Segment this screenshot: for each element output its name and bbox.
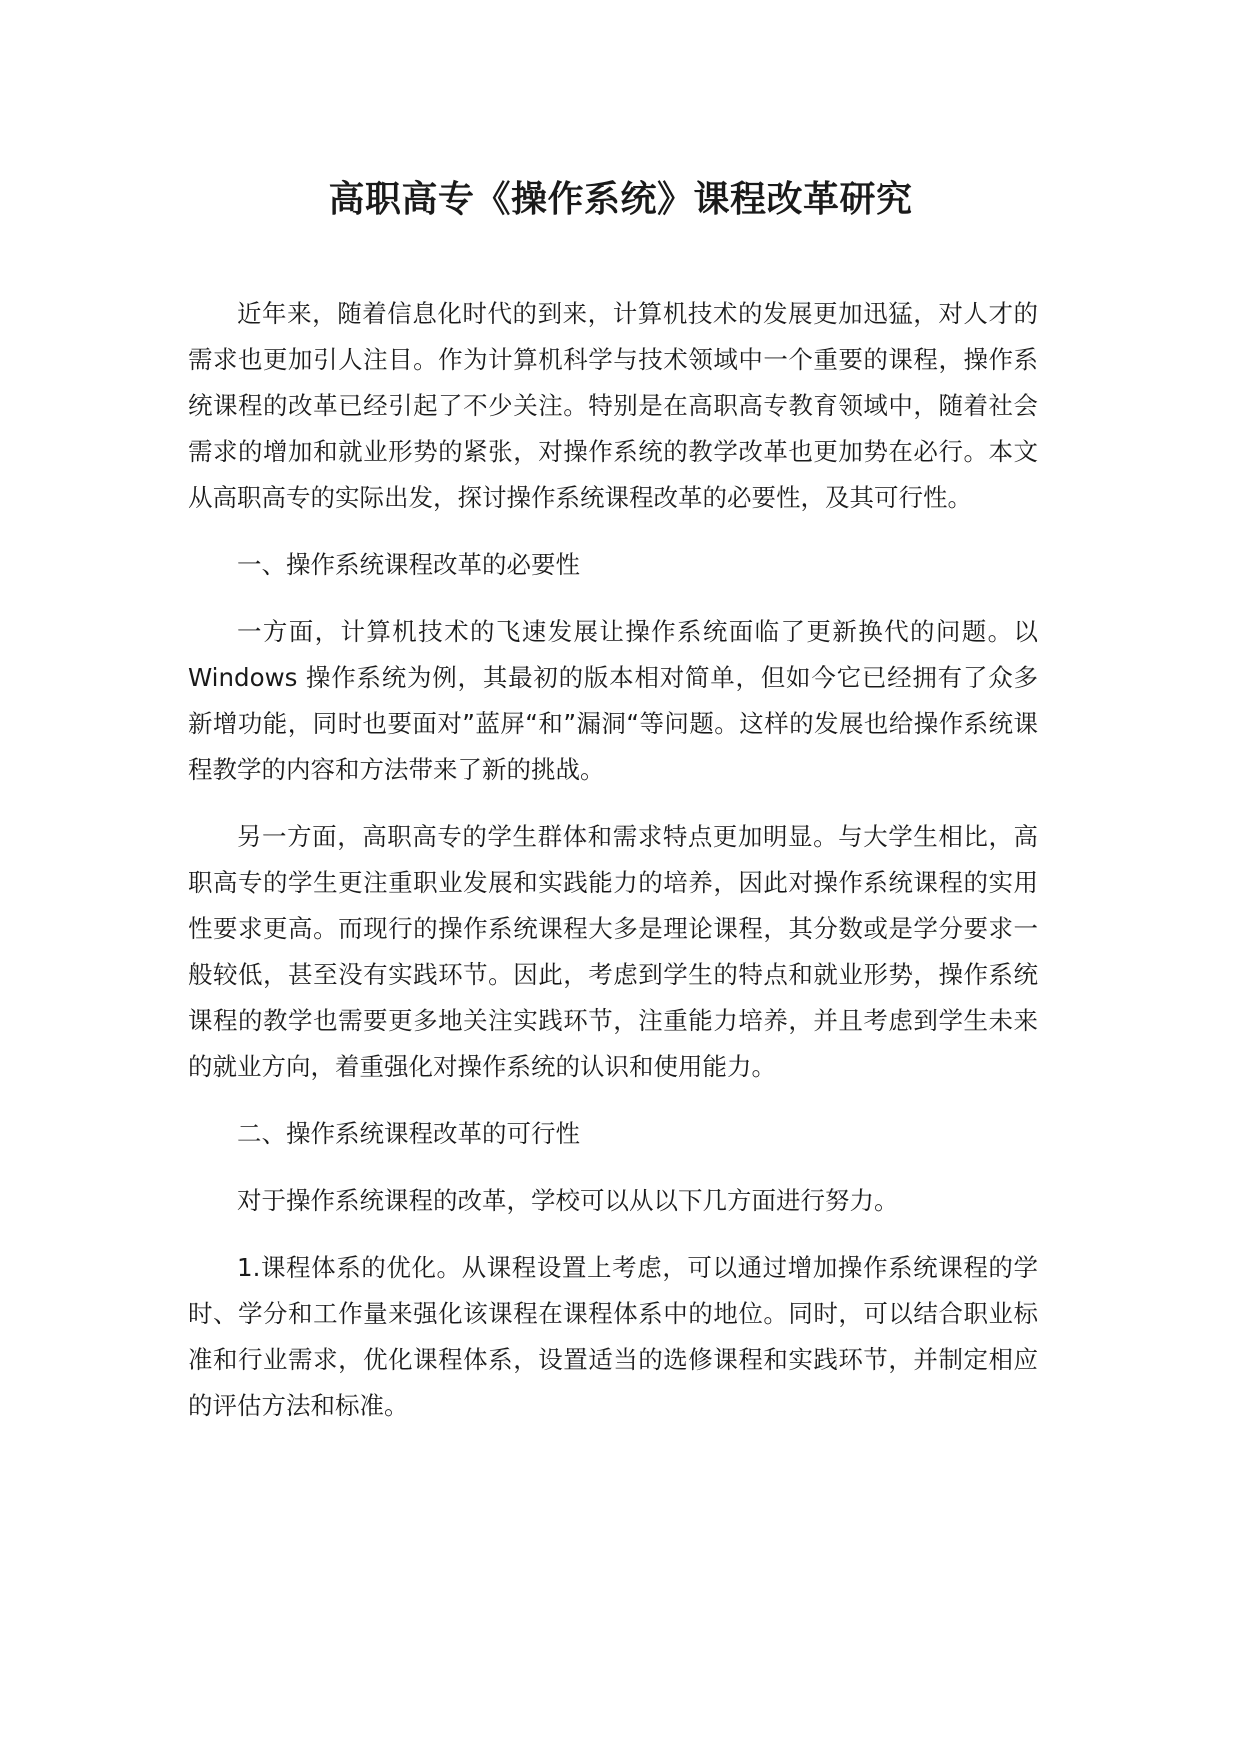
document-body — [188, 291, 1038, 1450]
section-heading-feasibility: 二、操作系统课程改革的可行性 — [237, 1119, 580, 1148]
section-heading-necessity: 一、操作系统课程改革的必要性 — [237, 550, 580, 579]
document-title: 高职高专《操作系统》课程改革研究 — [328, 179, 913, 220]
paragraph-necessity-2: 另一方面，高职高专的学生群体和需求特点更加明显。与大学生相比，高职高专的学生更注重职业发展和实践能力的培养，因此对操作系统课程的实用性要求更高。而现行的操作系统课程大多是理论课程，其分数或是学分要求一般较低，甚至没有实践环节。因此，考虑到学生的特点和就业形势，操作系统课程的教学也需要更多地关注实践环节，注重能力培养，并且考虑到学生未来的就业方向，着重强化对操作系统的认识和使用能力。 — [188, 822, 1038, 1081]
paragraph-intro: 近年来，随着信息化时代的到来，计算机技术的发展更加迅猛，对人才的需求也更加引人注目。作为计算机科学与技术领域中一个重要的课程，操作系统课程的改革已经引起了不少关注。特别是在高职高专教育领域中，随着社会需求的增加和就业形势的紧张，对操作系统的教学改革也更加势在必行。本文从高职高专的实际出发，探讨操作系统课程改革的必要性，及其可行性。 — [188, 299, 1038, 512]
paragraph-necessity-1: 一方面，计算机技术的飞速发展让操作系统面临了更新换代的问题。以 Windows 操作系统为例，其最初的版本相对简单，但如今它已经拥有了众多新增功能，同时也要面对”蓝屏“和”漏洞“等问题。这样的发展也给操作系统课程教学的内容和方法带来了新的挑战。 — [188, 617, 1038, 784]
paragraph-feasibility-1: 1.课程体系的优化。从课程设置上考虑，可以通过增加操作系统课程的学时、学分和工作量来强化该课程在课程体系中的地位。同时，可以结合职业标准和行业需求，优化课程体系，设置适当的选修课程和实践环节，并制定相应的评估方法和标准。 — [188, 1253, 1038, 1420]
paragraph-feasibility-intro: 对于操作系统课程的改革，学校可以从以下几方面进行努力。 — [237, 1186, 899, 1215]
